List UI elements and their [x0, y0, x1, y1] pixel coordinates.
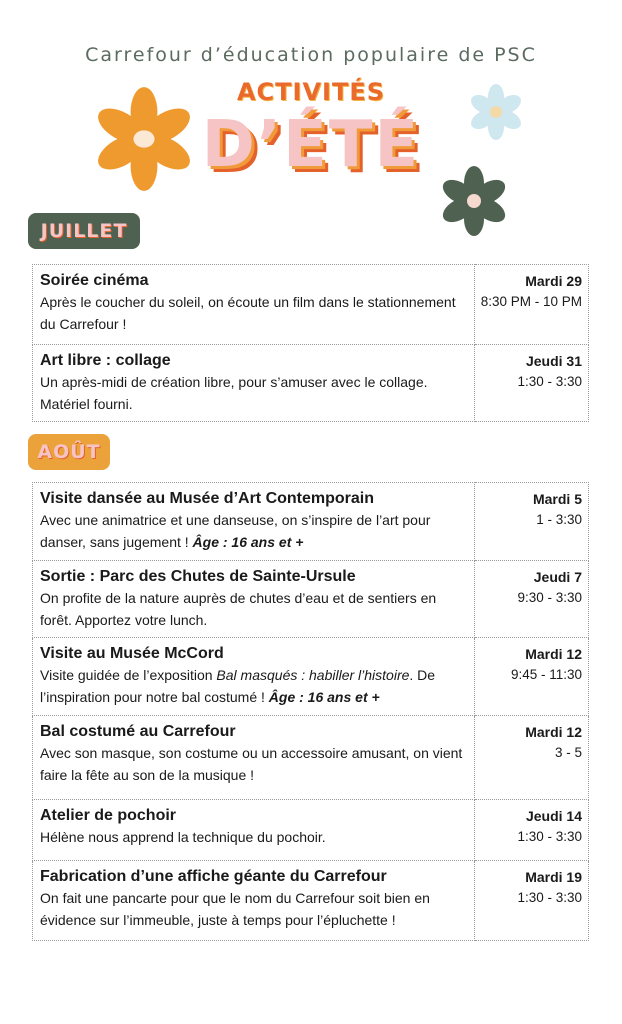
event-title: Sortie : Parc des Chutes de Sainte-Ursule	[40, 568, 356, 585]
age-requirement: Âge : 16 ans et +	[268, 689, 380, 705]
event-day: Mardi 29	[525, 273, 582, 289]
table-row	[33, 483, 589, 561]
table-row	[33, 716, 589, 800]
event-title: Atelier de pochoir	[40, 807, 177, 824]
event-day: Mardi 12	[525, 724, 582, 740]
event-time: 8:30 PM - 10 PM	[480, 294, 582, 309]
event-time: 1:30 - 3:30	[517, 374, 582, 389]
event-title: Visite au Musée McCord	[40, 645, 224, 662]
event-description: On fait une pancarte pour que le nom du Carrefour soit bien en évidence sur l’immeuble, juste à temps pour l’épluchette !	[40, 890, 430, 928]
organization-title: Carrefour d’éducation populaire de PSC	[85, 44, 537, 66]
event-title: Soirée cinéma	[40, 272, 149, 289]
event-description: Un après-midi de création libre, pour s’amuser avec le collage. Matériel fourni.	[40, 374, 428, 412]
event-day: Jeudi 7	[533, 569, 582, 585]
exhibition-name: Bal masqués : habiller l’histoire	[216, 667, 410, 683]
event-time: 1:30 - 3:30	[517, 890, 582, 905]
event-title: Visite dansée au Musée d’Art Contemporain	[40, 490, 375, 507]
event-time: 3 - 5	[554, 745, 582, 760]
event-title: Bal costumé au Carrefour	[40, 723, 236, 740]
event-title: Fabrication d’une affiche géante du Carrefour	[40, 868, 387, 885]
event-time: 9:45 - 11:30	[510, 667, 582, 682]
table-row	[33, 861, 589, 941]
table-row	[33, 638, 589, 716]
event-day: Mardi 19	[525, 869, 582, 885]
event-title: Art libre : collage	[40, 352, 171, 369]
event-time: 1 - 3:30	[536, 512, 582, 527]
event-description: Avec une animatrice et une danseuse, on s’inspire de l’art pour danser, sans jugement ! Âge : 16 ans et +	[40, 512, 431, 550]
event-description: Visite guidée de l’exposition Bal masqués : habiller l’histoire. De l’inspiration pour notre bal costumé ! Âge : 16 ans et +	[40, 667, 436, 705]
juillet-table	[32, 264, 589, 422]
table-row	[33, 800, 589, 861]
event-day: Mardi 5	[532, 491, 582, 507]
event-day: Mardi 12	[525, 646, 582, 662]
table-row	[33, 265, 589, 345]
activities-heading: ACTIVITÉS	[236, 78, 386, 106]
event-description: On profite de la nature auprès de chutes d’eau et de sentiers en forêt. Apportez votre lunch.	[40, 590, 437, 628]
event-description: Avec son masque, son costume ou un accessoire amusant, on vient faire la fête au son de la musique !	[40, 745, 463, 783]
event-time: 1:30 - 3:30	[517, 829, 582, 844]
month-badge-aout: AOÛT	[28, 434, 110, 470]
event-description: Après le coucher du soleil, on écoute un film dans le stationnement du Carrefour !	[40, 294, 456, 332]
event-description: Hélène nous apprend la technique du pochoir.	[40, 829, 326, 845]
event-day: Jeudi 31	[525, 353, 582, 369]
event-time: 9:30 - 3:30	[517, 590, 582, 605]
table-row	[33, 561, 589, 638]
month-badge-juillet: JUILLET	[28, 213, 140, 249]
table-row	[33, 345, 589, 422]
age-requirement: Âge : 16 ans et +	[192, 534, 304, 550]
event-day: Jeudi 14	[525, 808, 582, 824]
summer-heading: D’ÉTÉ	[201, 108, 421, 182]
aout-table	[32, 482, 589, 941]
